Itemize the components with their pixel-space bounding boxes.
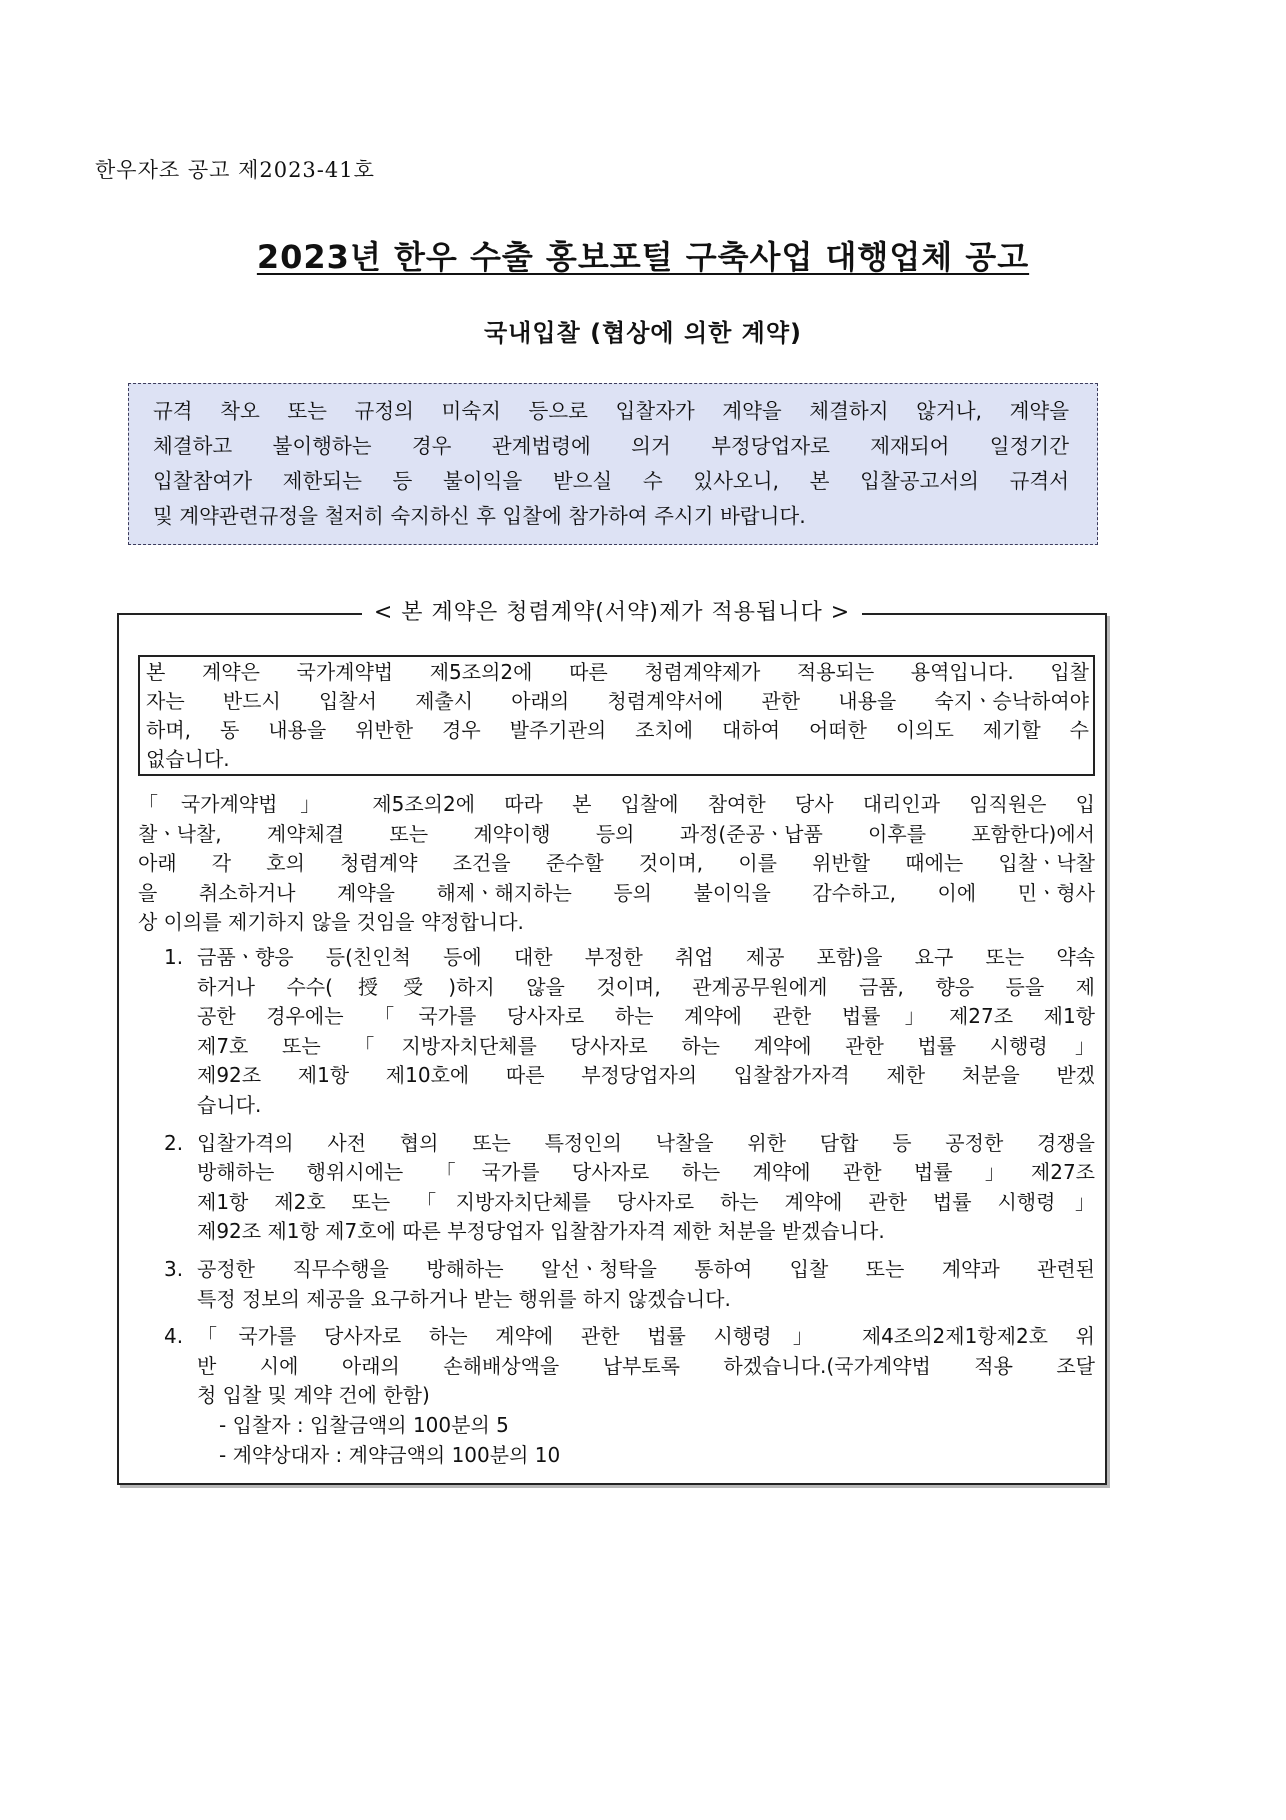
clause-item [164,943,1095,1121]
clause-line: 제92조 제1항 제10호에 따른 부정당업자의 입찰참가자격 제한 처분을 받겠 [197,1063,1095,1088]
clause-item [164,1322,1095,1470]
integrity-line: 하며, 동 내용을 위반한 경우 발주기관의 조치에 대하여 어떠한 이의도 제기할 수 [146,718,1089,742]
pledge-clauses [164,943,1095,1478]
clause-line: 공정한 직무수행을 방해하는 알선ㆍ청탁을 통하여 입찰 또는 계약과 관련된 [197,1256,1095,1281]
clause-number: 2. [164,1130,184,1155]
integrity-line: 자는 반드시 입찰서 제출시 아래의 청렴계약서에 관한 내용을 숙지ㆍ승낙하여야 [146,689,1089,713]
clause-number: 3. [164,1256,184,1281]
intro-line: 찰ㆍ낙찰, 계약체결 또는 계약이행 등의 과정(준공ㆍ납품 이후를 포함한다)에서 [138,821,1095,846]
integrity-pledge-frame [117,600,1107,1485]
damages-item: - 계약상대자 : 계약금액의 100분의 10 [219,1442,561,1467]
intro-line: 아래 각 호의 청렴계약 조건을 준수할 것이며, 이를 위반할 때에는 입찰ㆍ낙찰 [138,851,1095,876]
clause-line: 금품ㆍ향응 등(친인척 등에 대한 부정한 취업 제공 포함)을 요구 또는 약속 [197,945,1095,969]
clause-line: 반 시에 아래의 손해배상액을 납부토록 하겠습니다.(국가계약법 적용 조달 [197,1353,1095,1378]
notice-line: 규격 착오 또는 규정의 미숙지 등으로 입찰자가 계약을 체결하지 않거나, 계약을 [153,399,1069,423]
damages-item: - 입찰자 : 입찰금액의 100분의 5 [219,1412,509,1437]
intro-line: 「국가계약법」 제5조의2에 따라 본 입찰에 참여한 당사 대리인과 임직원은 입 [138,792,1095,816]
clause-line: 입찰가격의 사전 협의 또는 특정인의 낙찰을 위한 담합 등 공정한 경쟁을 [197,1130,1095,1155]
document-number: 한우자조 공고 제2023-41호 [95,158,375,182]
pledge-intro [138,790,1095,938]
intro-line: 을 취소하거나 계약을 해제ㆍ해지하는 등의 불이익을 감수하고, 이에 민ㆍ형사 [138,880,1095,905]
notice-box [128,383,1098,545]
clause-item [164,1255,1095,1314]
clause-line: 특정 정보의 제공을 요구하거나 받는 행위를 하지 않겠습니다. [197,1286,731,1311]
clause-line: 습니다. [197,1092,262,1117]
notice-line: 입찰참여가 제한되는 등 불이익을 받으실 수 있사오니, 본 입찰공고서의 규격서 [153,469,1069,493]
intro-line: 상 이의를 제기하지 않을 것임을 약정합니다. [138,910,524,935]
clause-line: 공한 경우에는 「국가를 당사자로 하는 계약에 관한 법률」제27조 제1항 [197,1004,1095,1029]
integrity-line: 없습니다. [146,747,230,771]
page-title-text: 2023년 한우 수출 홍보포털 구축사업 대행업체 공고 [256,238,1030,276]
page-subtitle: 국내입찰 (협상에 의한 계약) [483,319,803,347]
clause-line: 하거나 수수(授受)하지 않을 것이며, 관계공무원에게 금품, 향응 등을 제 [197,974,1095,999]
clause-line: 제92조 제1항 제7호에 따른 부정당업자 입찰참가자격 제한 처분을 받겠습니다. [197,1219,885,1244]
pledge-frame-title [119,599,1105,627]
damages-list [197,1411,1095,1470]
integrity-line: 본 계약은 국가계약법 제5조의2에 따른 청렴계약제가 적용되는 용역입니다. 입찰 [146,660,1089,684]
clause-line: 제1항 제2호 또는 「지방자치단체를 당사자로 하는 계약에 관한 법률 시행령」 [197,1189,1095,1214]
clause-line: 「국가를 당사자로 하는 계약에 관한 법률 시행령」 제4조의2제1항제2호 위 [197,1324,1095,1349]
clause-number: 1. [164,945,184,969]
clause-line: 제7호 또는 「지방자치단체를 당사자로 하는 계약에 관한 법률 시행령」 [197,1033,1095,1058]
integrity-contract-box [138,655,1095,776]
notice-line: 및 계약관련규정을 철저히 숙지하신 후 입찰에 참가하여 주시기 바랍니다. [153,504,806,528]
notice-line: 체결하고 불이행하는 경우 관계법령에 의거 부정당업자로 제재되어 일정기간 [153,434,1069,458]
clause-line: 청 입찰 및 계약 건에 한함) [197,1383,430,1408]
clause-number: 4. [164,1324,184,1349]
pledge-frame-title-text: < 본 계약은 청렴계약(서약)제가 적용됩니다 > [362,600,862,625]
page-title [0,232,1286,278]
clause-line: 방해하는 행위시에는 「국가를 당사자로 하는 계약에 관한 법률 」제27조 [197,1160,1095,1185]
clause-item [164,1129,1095,1247]
